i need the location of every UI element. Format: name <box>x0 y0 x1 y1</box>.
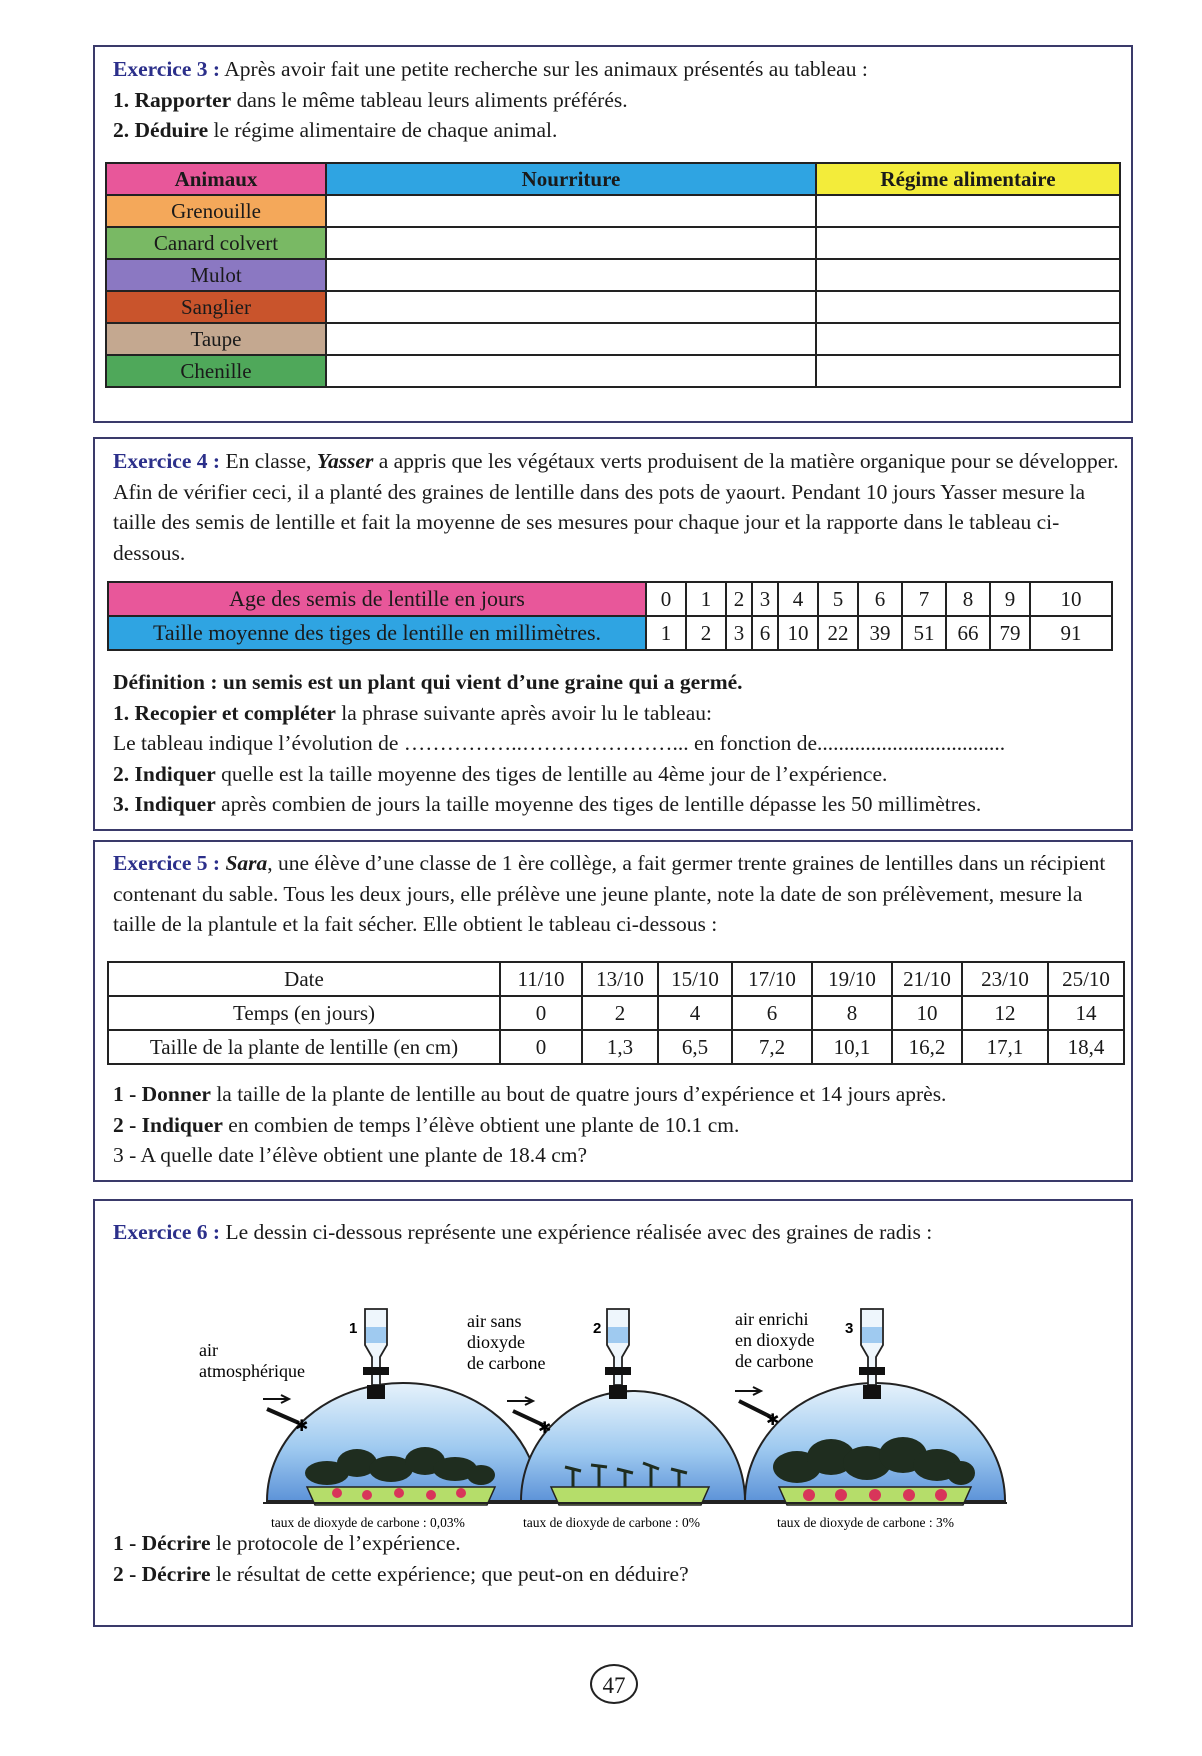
exercise-5-title: Exercice 5 : <box>113 851 221 875</box>
size-5: 22 <box>818 616 858 650</box>
date-cell: 25/10 <box>1048 962 1124 996</box>
ex4-q1-fill-line: Le tableau indique l’évolution de ……………..…………………... en fonction de................................... <box>113 731 1006 755</box>
row1-label: Age des semis de lentille en jours <box>108 582 646 616</box>
size-cell: 16,2 <box>892 1030 962 1064</box>
size-0: 1 <box>646 616 686 650</box>
animal-mulot: Mulot <box>106 259 326 291</box>
valve-1-icon: ✱ <box>295 1418 309 1435</box>
row-label-taille: Taille de la plante de lentille (en cm) <box>108 1030 500 1064</box>
food-cell[interactable] <box>326 195 816 227</box>
exercise-4-text <box>113 446 1121 568</box>
valve-3-icon: ✱ <box>766 1412 780 1429</box>
diet-cell[interactable] <box>816 323 1120 355</box>
exercise-3-title: Exercice 3 : <box>113 57 221 81</box>
exercise-3-q1-text: dans le même tableau leurs aliments préférés. <box>231 87 628 112</box>
exercise-5-box <box>93 840 1133 1182</box>
food-cell[interactable] <box>326 355 816 387</box>
size-7: 51 <box>902 616 946 650</box>
ex5-q1-text: la taille de la plante de lentille au bout de quatre jours d’expérience et 14 jours après. <box>210 1082 947 1106</box>
size-6: 39 <box>858 616 902 650</box>
exercise-3-box <box>93 45 1133 423</box>
animal-sanglier: Sanglier <box>106 291 326 323</box>
ex4-q3-verb: 3. Indiquer <box>113 792 216 816</box>
date-cell: 23/10 <box>962 962 1048 996</box>
size-cell: 1,3 <box>582 1030 658 1064</box>
setup-1-number: 1 <box>349 1320 358 1337</box>
row-label-temps: Temps (en jours) <box>108 996 500 1030</box>
size-cell: 18,4 <box>1048 1030 1124 1064</box>
food-cell[interactable] <box>326 291 816 323</box>
size-3: 6 <box>752 616 778 650</box>
animal-taupe: Taupe <box>106 323 326 355</box>
exercise-5-p: , une élève d’une classe de 1 ère collège, a fait germer trente graines de lentilles dans un récipient contenant du sable. Tous les deux jours, elle prélève une jeune plante, note la date de son prélèvement, mesure la taille de la plantule et la fait sécher. Elle obtient le tableau ci-dessous : <box>113 851 1106 936</box>
size-4: 10 <box>778 616 818 650</box>
diet-cell[interactable] <box>816 355 1120 387</box>
size-cell: 17,1 <box>962 1030 1048 1064</box>
setup-3-label-line2: en dioxyde <box>735 1330 815 1350</box>
size-cell: 0 <box>500 1030 582 1064</box>
food-cell[interactable] <box>326 227 816 259</box>
exercise-4-p1b: a appris que les végétaux verts produisent de la matière organique pour se développer. Afin de vérifier ceci, il a planté des graines de lentille dans des pots de yaourt. Pendant 10 jours Yasser mesure la taille des semis de lentille et fait la moyenne de ses mesures pour chaque jour et la rapporte dans le tableau ci-dessous. <box>113 449 1119 565</box>
setup-3-label-line3: de carbone <box>735 1351 814 1371</box>
page-number: 47 <box>590 1664 638 1704</box>
size-1: 2 <box>686 616 726 650</box>
exercise-3-intro: Après avoir fait une petite recherche sur les animaux présentés au tableau : <box>224 57 868 81</box>
bell-jar-1 <box>267 1383 539 1501</box>
age-3: 3 <box>752 582 778 616</box>
exercise-4-box <box>93 437 1133 831</box>
exercise-4-name: Yasser <box>316 449 374 473</box>
diet-cell[interactable] <box>816 291 1120 323</box>
exercise-6-intro: Le dessin ci-dessous représente une expérience réalisée avec des graines de radis : <box>225 1220 933 1244</box>
setup-2-number: 2 <box>593 1320 602 1337</box>
size-2: 3 <box>726 616 752 650</box>
animal-grenouille: Grenouille <box>106 195 326 227</box>
exercise-6-box <box>93 1199 1133 1627</box>
ex5-q2-verb: 2 - Indiquer <box>113 1112 223 1137</box>
header-animaux: Animaux <box>106 163 326 195</box>
exercise-3-q2-text: le régime alimentaire de chaque animal. <box>208 118 558 142</box>
time-cell: 4 <box>658 996 732 1030</box>
time-cell: 10 <box>892 996 962 1030</box>
ex6-q2-text: le résultat de cette expérience; que peut-on en déduire? <box>210 1561 689 1586</box>
setup-1-taux: taux de dioxyde de carbone : 0,03% <box>271 1515 465 1530</box>
ex5-q3: 3 - A quelle date l’élève obtient une plante de 18.4 cm? <box>113 1143 588 1167</box>
setup-2-label-line3: de carbone <box>467 1353 546 1373</box>
animal-chenille: Chenille <box>106 355 326 387</box>
ex6-q2-verb: 2 - Décrire <box>113 1561 211 1586</box>
age-7: 7 <box>902 582 946 616</box>
time-cell: 14 <box>1048 996 1124 1030</box>
exercise-3-q2-verb: 2. Déduire <box>113 118 209 142</box>
date-cell: 13/10 <box>582 962 658 996</box>
ex4-q2-text: quelle est la taille moyenne des tiges de lentille au 4ème jour de l’expérience. <box>215 761 888 786</box>
lentil-growth-table <box>107 581 1113 651</box>
size-10: 91 <box>1030 616 1112 650</box>
exercise-4-p1a: En classe, <box>225 449 317 473</box>
plant-size-table <box>107 961 1125 1065</box>
age-8: 8 <box>946 582 990 616</box>
burette-2 <box>605 1309 631 1399</box>
exercise-6-questions <box>113 1528 1125 1589</box>
setup-2-taux: taux de dioxyde de carbone : 0% <box>523 1515 700 1530</box>
date-cell: 11/10 <box>500 962 582 996</box>
time-cell: 6 <box>732 996 812 1030</box>
air-inlet-1 <box>263 1395 308 1435</box>
exercise-5-questions <box>113 1079 1125 1171</box>
date-cell: 21/10 <box>892 962 962 996</box>
animals-table <box>105 162 1121 388</box>
diet-cell[interactable] <box>816 259 1120 291</box>
food-cell[interactable] <box>326 259 816 291</box>
size-cell: 7,2 <box>732 1030 812 1064</box>
diet-cell[interactable] <box>816 195 1120 227</box>
size-8: 66 <box>946 616 990 650</box>
time-cell: 0 <box>500 996 582 1030</box>
setup-1-label-line2: atmosphérique <box>199 1361 305 1381</box>
ex4-q1-text: la phrase suivante après avoir lu le tableau: <box>335 700 712 725</box>
age-0: 0 <box>646 582 686 616</box>
time-cell: 2 <box>582 996 658 1030</box>
ex4-q1-verb: 1. Recopier et compléter <box>113 700 336 725</box>
exercise-3-text <box>113 54 1121 146</box>
exercise-4-questions <box>113 667 1125 820</box>
row2-label: Taille moyenne des tiges de lentille en millimètres. <box>108 616 646 650</box>
diet-cell[interactable] <box>816 227 1120 259</box>
age-2: 2 <box>726 582 752 616</box>
date-cell: 15/10 <box>658 962 732 996</box>
header-regime: Régime alimentaire <box>816 163 1120 195</box>
ex4-q3-text: après combien de jours la taille moyenne des tiges de lentille dépasse les 50 millimètres. <box>215 792 982 816</box>
ex5-q2-text: en combien de temps l’élève obtient une plante de 10.1 cm. <box>222 1112 740 1137</box>
ex4-q2-verb: 2. Indiquer <box>113 761 216 786</box>
ex6-q1-text: le protocole de l’expérience. <box>210 1531 461 1555</box>
date-cell: 19/10 <box>812 962 892 996</box>
age-5: 5 <box>818 582 858 616</box>
setup-3-taux: taux de dioxyde de carbone : 3% <box>777 1515 954 1530</box>
valve-2-icon: ✱ <box>538 1420 552 1437</box>
age-1: 1 <box>686 582 726 616</box>
size-cell: 10,1 <box>812 1030 892 1064</box>
ex6-q1-verb: 1 - Décrire <box>113 1531 211 1555</box>
bell-jar-2 <box>521 1391 745 1501</box>
setup-2-label-line1: air sans <box>467 1311 522 1331</box>
air-inlet-3 <box>735 1387 779 1429</box>
definition: Définition : un semis est un plant qui vient d’une graine qui a germé. <box>113 670 743 694</box>
age-4: 4 <box>778 582 818 616</box>
exercise-6-title: Exercice 6 : <box>113 1220 221 1244</box>
setup-1-label-line1: air <box>199 1340 218 1360</box>
size-9: 79 <box>990 616 1030 650</box>
time-cell: 8 <box>812 996 892 1030</box>
exercise-3-q1-verb: 1. Rapporter <box>113 87 232 112</box>
setup-3-number: 3 <box>845 1320 854 1337</box>
ex5-q1-verb: 1 - Donner <box>113 1082 211 1106</box>
row-label-date: Date <box>108 962 500 996</box>
age-10: 10 <box>1030 582 1112 616</box>
header-nourriture: Nourriture <box>326 163 816 195</box>
date-cell: 17/10 <box>732 962 812 996</box>
setup-2-label-line2: dioxyde <box>467 1332 525 1352</box>
exercise-6-text <box>113 1217 1121 1248</box>
time-cell: 12 <box>962 996 1048 1030</box>
age-9: 9 <box>990 582 1030 616</box>
exercise-4-title: Exercice 4 : <box>113 449 221 473</box>
size-cell: 6,5 <box>658 1030 732 1064</box>
food-cell[interactable] <box>326 323 816 355</box>
exercise-5-name: Sara <box>225 851 268 875</box>
age-6: 6 <box>858 582 902 616</box>
animal-canard: Canard colvert <box>106 227 326 259</box>
setup-3 <box>735 1309 1005 1505</box>
setup-3-label-line1: air enrichi <box>735 1309 809 1329</box>
exercise-5-text <box>113 848 1121 940</box>
